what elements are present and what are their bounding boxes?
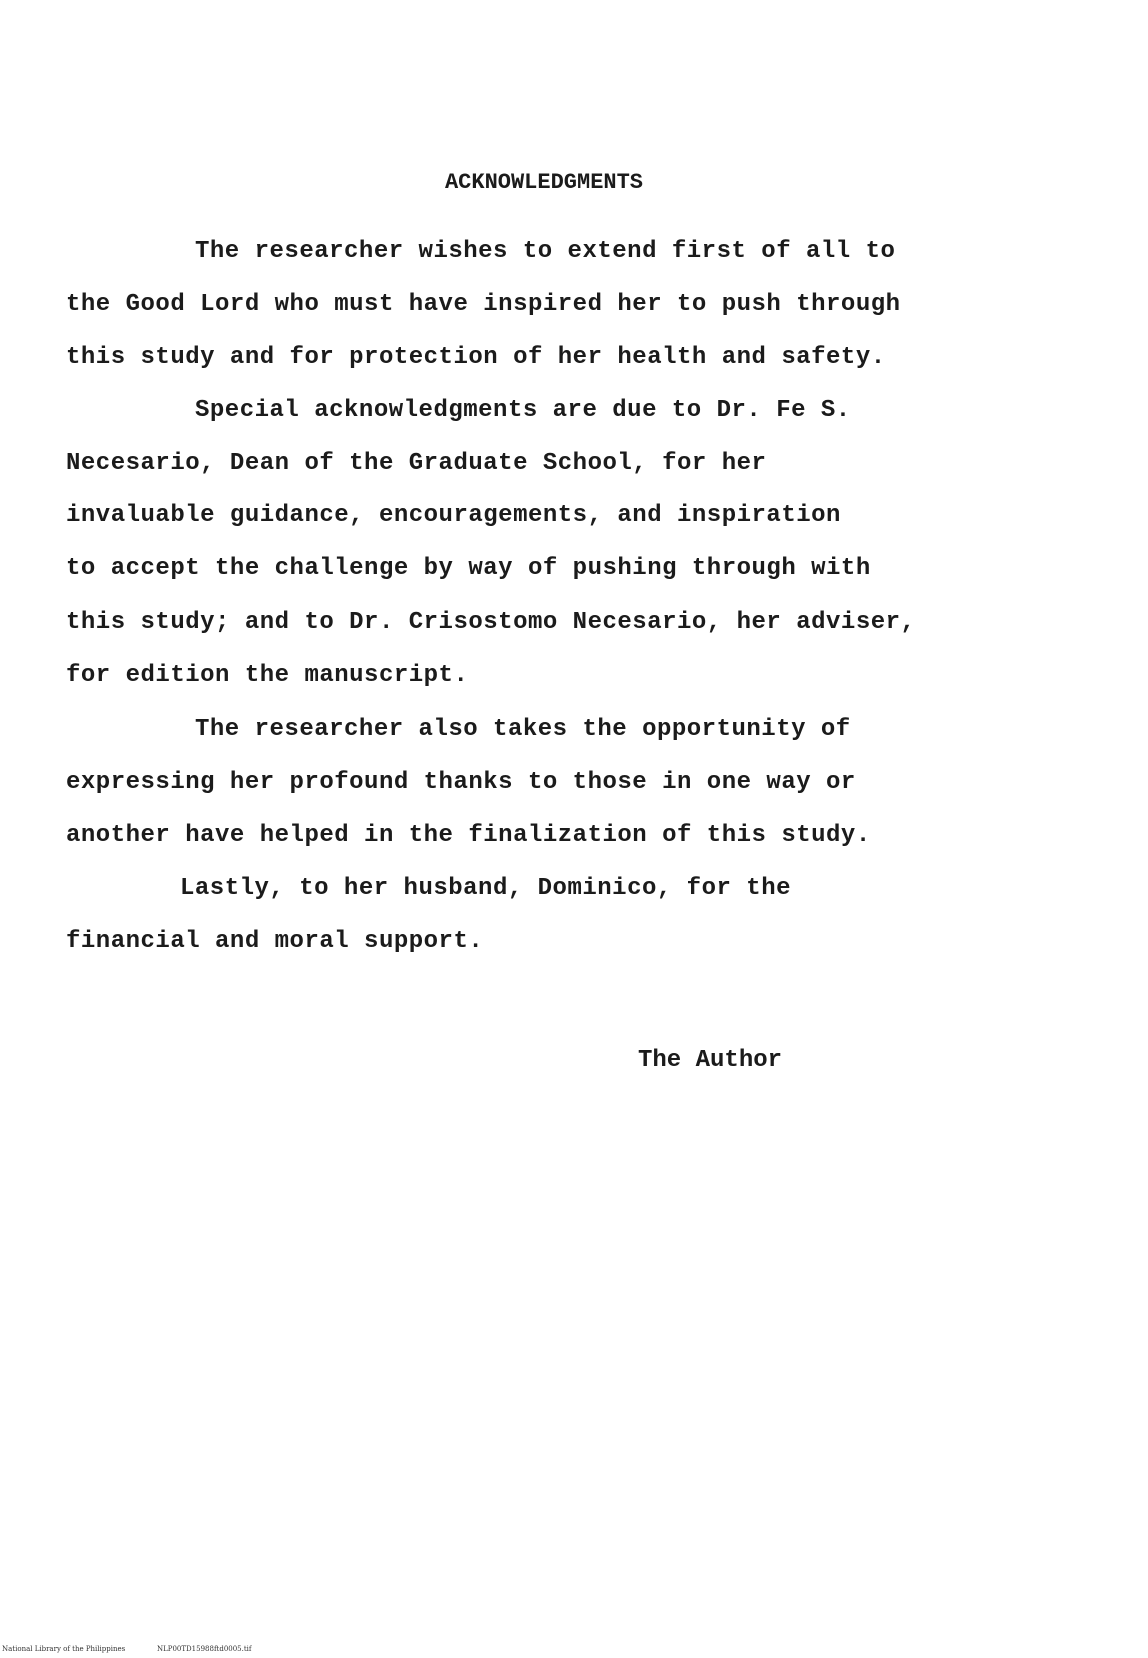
- page-title: ACKNOWLEDGMENTS: [444, 170, 644, 195]
- paragraph-2-line-5: this study; and to Dr. Crisostomo Necesario, her adviser,: [66, 609, 916, 636]
- paragraph-3-line-2: expressing her profound thanks to those in one way or: [66, 769, 856, 796]
- footer-library: National Library of the Philippines: [2, 1645, 126, 1653]
- paragraph-3-line-1: The researcher also takes the opportunity of: [195, 716, 851, 743]
- signature: The Author: [638, 1047, 783, 1074]
- paragraph-2-line-2: Necesario, Dean of the Graduate School, for her: [66, 450, 767, 477]
- paragraph-2-line-3: invaluable guidance, encouragements, and inspiration: [66, 502, 841, 529]
- paragraph-1-line-1: The researcher wishes to extend first of all to: [195, 238, 896, 265]
- paragraph-2-line-4: to accept the challenge by way of pushing through with: [66, 555, 871, 582]
- paragraph-4-line-1: Lastly, to her husband, Dominico, for the: [180, 875, 791, 902]
- paragraph-1-line-3: this study and for protection of her health and safety.: [66, 344, 886, 371]
- paragraph-2-line-6: for edition the manuscript.: [66, 662, 469, 689]
- paragraph-1-line-2: the Good Lord who must have inspired her to push through: [66, 291, 901, 318]
- footer-filename: NLP00TD15988ftd0005.tif: [157, 1645, 252, 1653]
- paragraph-3-line-3: another have helped in the finalization of this study.: [66, 822, 871, 849]
- paragraph-2-line-1: Special acknowledgments are due to Dr. Fe S.: [195, 397, 851, 424]
- paragraph-4-line-2: financial and moral support.: [66, 928, 484, 955]
